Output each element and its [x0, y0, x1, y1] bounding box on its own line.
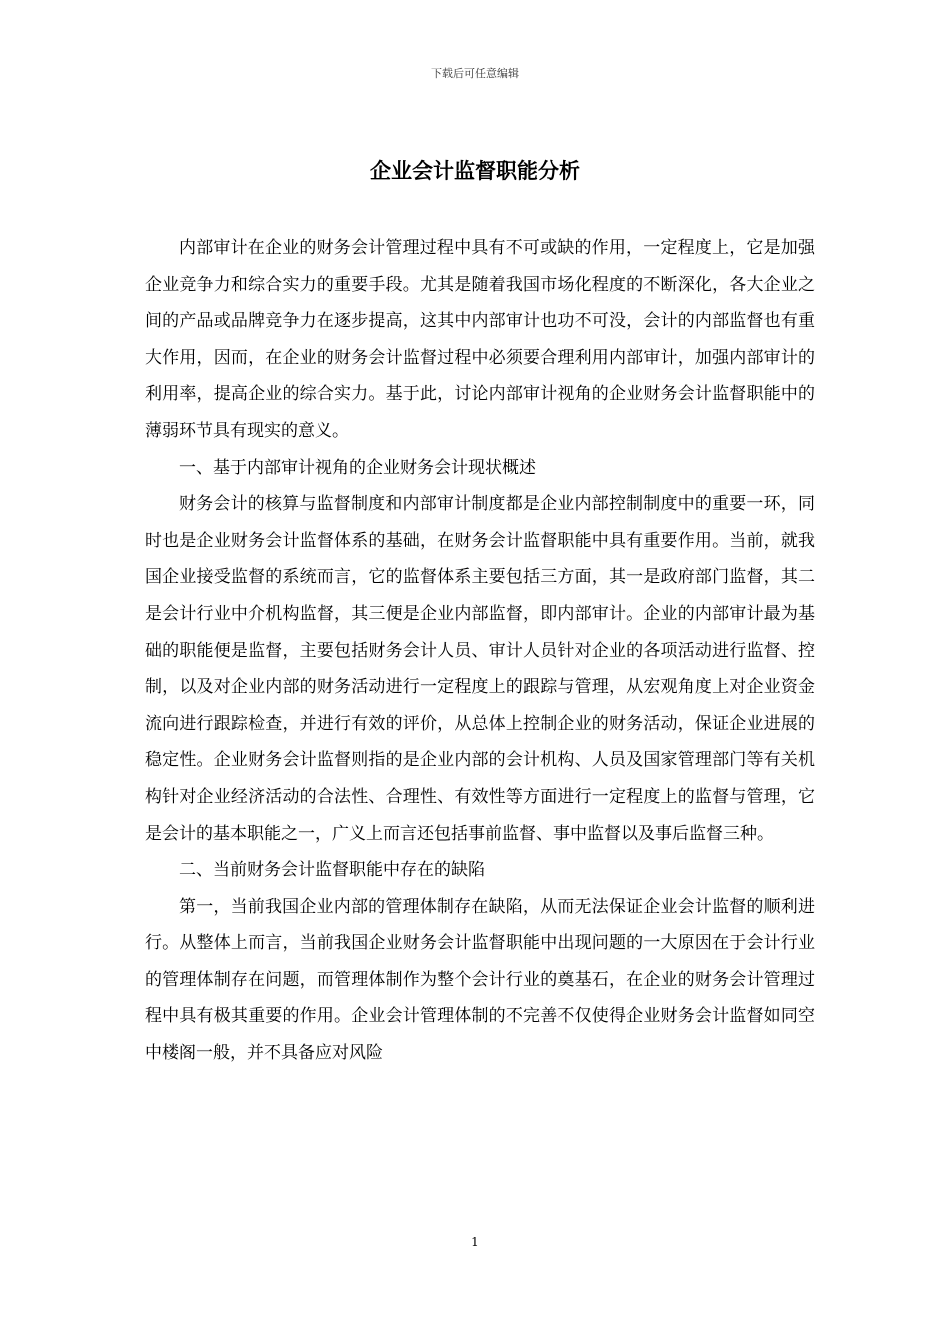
paragraph-intro: 内部审计在企业的财务会计管理过程中具有不可或缺的作用，一定程度上，它是加强企业竞争力和综合实力的重要手段。尤其是随着我国市场化程度的不断深化，各大企业之间的产品或品牌竞争力在逐步提高，这其中内部审计也功不可没，会计的内部监督也有重大作用，因而，在企业的财务会计监督过程中必须要合理利用内部审计，加强内部审计的利用率，提高企业的综合实力。基于此，讨论内部审计视角的企业财务会计监督职能中的薄弱环节具有现实的意义。: [145, 238, 815, 441]
section-heading-2: 二、当前财务会计监督职能中存在的缺陷: [179, 860, 485, 881]
page-number: 1: [471, 1235, 479, 1249]
document-body: [145, 230, 815, 1072]
paragraph-section-1: 财务会计的核算与监督制度和内部审计制度都是企业内部控制制度中的重要一环，同时也是企业财务会计监督体系的基础，在财务会计监督职能中具有重要作用。当前，就我国企业接受监督的系统而言，它的监督体系主要包括三方面，其一是政府部门监督，其二是会计行业中介机构监督，其三便是企业内部监督，即内部审计。企业的内部审计最为基础的职能便是监督，主要包括财务会计人员、审计人员针对企业的各项活动进行监督、控制，以及对企业内部的财务活动进行一定程度上的跟踪与管理，从宏观角度上对企业资金流向进行跟踪检查，并进行有效的评价，从总体上控制企业的财务活动，保证企业进展的稳定性。企业财务会计监督则指的是企业内部的会计机构、人员及国家管理部门等有关机构针对企业经济活动的合法性、合理性、有效性等方面进行一定程度上的监督与管理，它是会计的基本职能之一，广义上而言还包括事前监督、事中监督以及事后监督三种。: [145, 494, 815, 844]
page-header: 下载后可任意编辑: [431, 67, 519, 80]
document-title: 企业会计监督职能分析: [370, 159, 580, 183]
section-heading-1: 一、基于内部审计视角的企业财务会计现状概述: [179, 457, 536, 478]
paragraph-section-2: 第一，当前我国企业内部的管理体制存在缺陷，从而无法保证企业会计监督的顺利进行。从整体上而言，当前我国企业财务会计监督职能中出现问题的一大原因在于会计行业的管理体制存在问题，而管理体制作为整个会计行业的奠基石，在企业的财务会计管理过程中具有极其重要的作用。企业会计管理体制的不完善不仅使得企业财务会计监督如同空中楼阁一般，并不具备应对风险: [145, 896, 815, 1064]
